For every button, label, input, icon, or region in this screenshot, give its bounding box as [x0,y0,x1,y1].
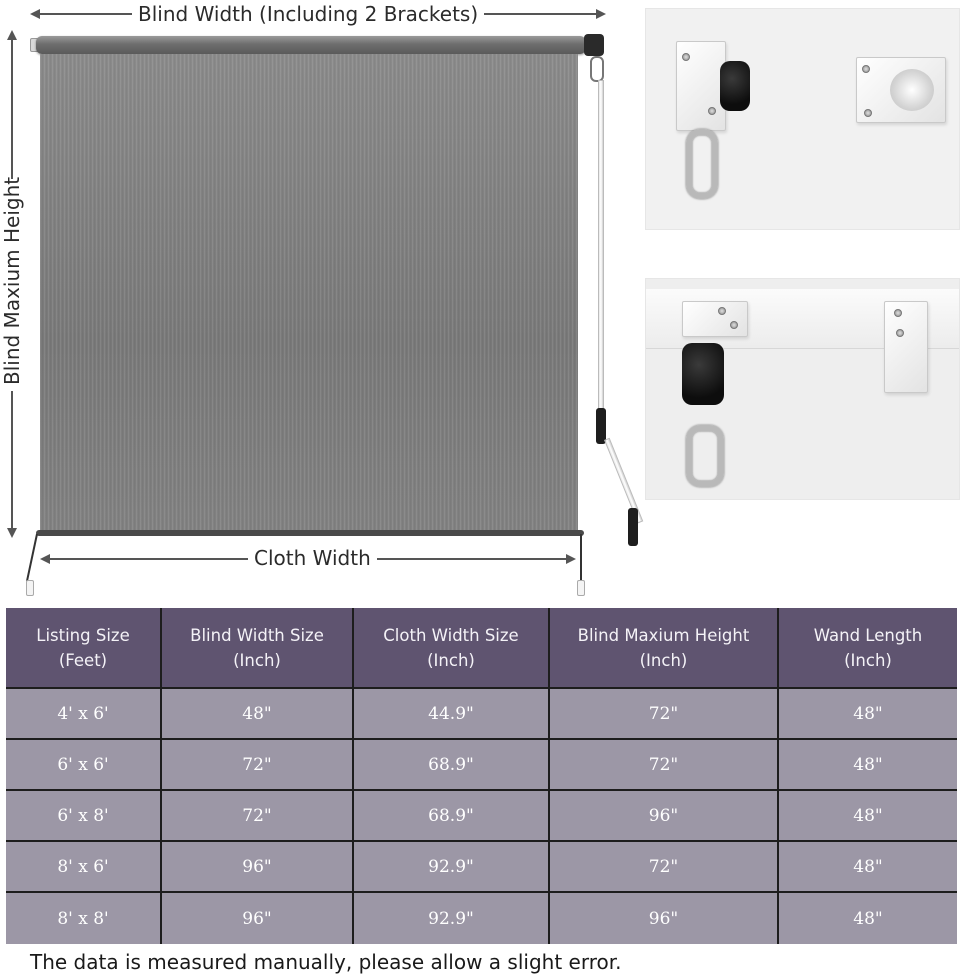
screw [708,107,716,115]
cell-wand-length: 48" [779,740,957,791]
cell-blind-width: 72" [162,791,354,842]
cell-blind-width: 96" [162,893,354,944]
cell-cloth-width: 68.9" [354,740,550,791]
motor-unit [720,61,750,111]
swivel-hook [686,425,724,487]
bottom-rail [36,530,584,536]
width-arrow-right-head [596,9,606,19]
motor-unit [682,343,724,405]
cell-blind-height: 96" [550,791,779,842]
table-row [6,893,957,944]
screw [894,309,902,317]
cell-listing-size: 6' x 6' [6,740,162,791]
cell-wand-length: 48" [779,791,957,842]
right-rope-clip [577,580,585,596]
blind-width-label: Blind Width (Including 2 Brackets) [132,2,484,26]
cell-cloth-width: 68.9" [354,791,550,842]
cell-blind-height: 72" [550,689,779,740]
swivel-hook [686,129,718,199]
cell-blind-width: 72" [162,740,354,791]
table-row [6,842,957,893]
ceiling-bracket-right [884,301,928,393]
header-cloth-width: Cloth Width Size (Inch) [354,608,550,689]
crank-wand [598,80,604,410]
bracket-photo-bottom [645,278,960,500]
header-listing-size: Listing Size (Feet) [6,608,162,689]
table-row [6,791,957,842]
width-arrow-left-head [30,9,40,19]
screw [864,109,872,117]
header-blind-width: Blind Width Size (Inch) [162,608,354,689]
screw [730,321,738,329]
cell-cloth-width: 92.9" [354,893,550,944]
header-blind-height: Blind Maxium Height (Inch) [550,608,779,689]
cell-blind-height: 96" [550,893,779,944]
cell-blind-width: 96" [162,842,354,893]
shade-cloth [40,54,578,534]
height-arrow-bottom-head [7,528,17,538]
bracket-photo-top [645,8,960,230]
idle-bracket-socket [890,69,934,111]
table-header-row [6,608,957,689]
cell-cloth-width: 44.9" [354,689,550,740]
wand-grip-lower [628,508,638,546]
header-wand-length: Wand Length (Inch) [779,608,957,689]
cell-blind-width: 48" [162,689,354,740]
left-tie-rope [26,534,38,581]
cell-listing-size: 8' x 8' [6,893,162,944]
screw [896,329,904,337]
table-row [6,740,957,791]
roller-tube [36,36,586,54]
cloth-arrow-right-head [566,554,576,564]
screw [862,65,870,73]
wand-hook [590,56,604,82]
cell-blind-height: 72" [550,740,779,791]
cell-cloth-width: 92.9" [354,842,550,893]
size-table [6,608,957,944]
cell-listing-size: 6' x 8' [6,791,162,842]
left-rope-clip [26,580,34,596]
cloth-width-label: Cloth Width [248,546,377,570]
blind-height-label: Blind Maxium Height [0,179,24,391]
table-row [6,689,957,740]
screw [682,53,690,61]
cell-listing-size: 4' x 6' [6,689,162,740]
screw [718,307,726,315]
height-arrow-top-head [7,30,17,40]
cell-wand-length: 48" [779,842,957,893]
cell-listing-size: 8' x 6' [6,842,162,893]
ceiling-bracket-left [682,301,748,337]
cell-blind-height: 72" [550,842,779,893]
measurement-footnote: The data is measured manually, please allow a slight error. [30,950,622,974]
cell-wand-length: 48" [779,893,957,944]
cell-wand-length: 48" [779,689,957,740]
cloth-arrow-left-head [40,554,50,564]
motor-end-cap [584,34,604,56]
right-tie-rope [580,534,582,582]
